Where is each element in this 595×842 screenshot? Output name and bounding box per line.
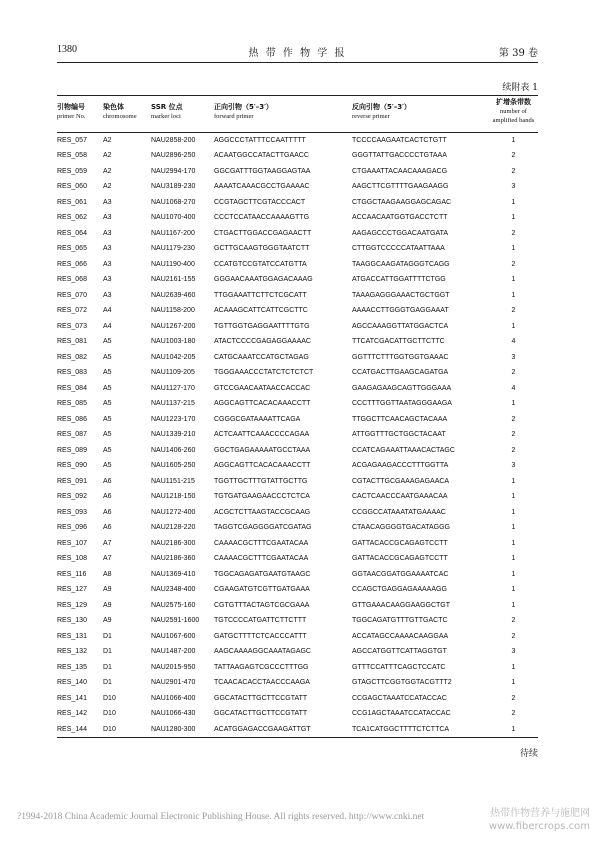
table-row [57, 520, 538, 536]
table-row [57, 288, 538, 304]
primer-cell: RES_140 [57, 679, 87, 687]
reverse-primer-cell: GATTACACCGCAGAGTCCTT [352, 539, 448, 547]
reverse-primer-cell: CCGGCCATAAATATGAAAAC [352, 508, 446, 516]
forward-primer-cell: CAAAACGCTTTCGAATACAA [214, 555, 309, 563]
forward-primer-cell: CCGTAGCTTCGTACCCACT [214, 198, 306, 206]
ssr-cell: NAU1151-215 [151, 477, 195, 485]
primer-cell: RES_066 [57, 260, 87, 268]
table-row [57, 396, 538, 412]
table-row [57, 536, 538, 552]
ssr-cell: NAU1339-210 [151, 431, 196, 439]
ssr-cell: NAU1487-200 [151, 648, 196, 656]
primer-cell: RES_093 [57, 508, 87, 516]
forward-primer-cell: AGGCAGTTCACACAAACCTT [214, 400, 311, 408]
bands-cell: 1 [511, 245, 516, 253]
primer-cell: RES_135 [57, 663, 87, 671]
reverse-primer-cell: ATGACCATTGGATTTTCTGG [352, 276, 446, 284]
table-top-rule [57, 95, 538, 96]
primer-cell: RES_141 [57, 694, 87, 702]
ssr-cell: NAU2161-155 [151, 276, 196, 284]
bands-cell: 3 [511, 353, 516, 361]
table-row [57, 722, 538, 738]
bands-cell: 1 [511, 679, 516, 687]
chromosome-cell: A5 [103, 431, 112, 439]
bands-cell: 2 [511, 617, 516, 625]
bands-cell: 1 [511, 539, 516, 547]
chromosome-cell: A4 [103, 322, 112, 330]
bands-cell: 2 [511, 415, 516, 423]
chromosome-cell: A2 [103, 183, 112, 191]
bands-cell: 1 [511, 198, 516, 206]
reverse-primer-cell: TAAGGCAAGATAGGGTCAGG [352, 260, 450, 268]
ssr-cell: NAU2015-950 [151, 663, 196, 671]
reverse-primer-cell: TCA1CATGGCTTTTCTCTTCA [352, 722, 489, 738]
ssr-cell: NAU1158-200 [151, 307, 195, 315]
primer-cell: RES_072 [57, 307, 87, 315]
chromosome-cell: A2 [103, 167, 112, 175]
reverse-primer-cell: GTAGCTTCGGTGGTACGTTT2 [352, 679, 452, 687]
reverse-primer-cell: TTGGCTTCAACAGCTACAAA [352, 415, 448, 423]
forward-primer-cell: TGTGATGAAGAACCCTCTCA [214, 493, 310, 501]
chromosome-cell: D1 [103, 663, 112, 671]
page-number: 1380 [57, 44, 77, 55]
forward-primer-cell: TATTAAGAGTCGCCCTTTGG [214, 663, 309, 671]
primer-cell: RES_085 [57, 400, 87, 408]
chromosome-cell: A3 [103, 245, 112, 253]
reverse-primer-cell: CTGAAATTACAACAAAGACG [352, 167, 448, 175]
table-row [57, 629, 538, 645]
bands-cell: 1 [511, 493, 516, 501]
ssr-cell: NAU2575-160 [151, 601, 196, 609]
bands-cell: 3 [511, 183, 516, 191]
table-row [57, 458, 538, 474]
primer-cell: RES_127 [57, 586, 87, 594]
column-header-ssr: SSR 位点 marker loci [151, 98, 214, 132]
chromosome-cell: A5 [103, 369, 112, 377]
ssr-cell: NAU2591-1600 [151, 617, 200, 625]
reverse-primer-cell: CCGAGCTAAATCCATACCAC [352, 694, 447, 702]
reverse-primer-cell: AAAACCTTGGGTGAGGAAAT [352, 307, 449, 315]
primer-table [57, 98, 538, 738]
bands-cell: 2 [511, 229, 516, 237]
forward-primer-cell: ACGCTCTTAAGTACCGCAAG [214, 508, 311, 516]
column-header-bands: 扩增条带数 number of amplified bands [489, 98, 538, 132]
reverse-primer-cell: GTTTCCATTTCAGCTCCATC [352, 663, 446, 671]
table-row [57, 706, 538, 722]
chromosome-cell: A7 [103, 539, 112, 547]
bands-cell: 1 [511, 508, 516, 516]
primer-cell: RES_068 [57, 276, 87, 284]
primer-cell: RES_065 [57, 245, 87, 253]
ssr-cell: NAU2128-220 [151, 524, 196, 532]
primer-cell: RES_108 [57, 555, 87, 563]
bands-cell: 2 [511, 632, 516, 640]
forward-primer-cell: CTGACTTGGACCGAGAACTT [214, 229, 312, 237]
forward-primer-cell: ACAAAGCATTCATTCGCTTC [214, 307, 308, 315]
table-row [57, 241, 538, 257]
primer-cell: RES_089 [57, 446, 87, 454]
reverse-primer-cell: GGGTTATTGACCCCTGTAAA [352, 152, 447, 160]
bands-cell: 1 [511, 322, 516, 330]
bands-cell: 2 [511, 260, 516, 268]
chromosome-cell: A5 [103, 353, 112, 361]
footer-watermark: ?1994-2018 China Academic Journal Electronic Publishing House. All rights reserved. http://www.cnki.net [17, 812, 425, 822]
reverse-primer-cell: AGCCATGGTTCATTAGGTGT [352, 648, 447, 656]
reverse-primer-cell: ACCATAGCCAAAACAAGGAA [352, 632, 449, 640]
chromosome-cell: A5 [103, 384, 112, 392]
ssr-cell: NAU1127-170 [151, 384, 195, 392]
forward-primer-cell: GGCATACTTGCTTCCGTATT [214, 694, 308, 702]
ssr-cell: NAU1042-205 [151, 353, 196, 361]
page-header [57, 44, 538, 58]
chromosome-cell: D1 [103, 679, 112, 687]
table-row [57, 381, 538, 397]
journal-title: 热 带 作 物 学 报 [248, 48, 347, 59]
chromosome-cell: A2 [103, 152, 112, 160]
chromosome-cell: A9 [103, 586, 112, 594]
bands-cell: 1 [511, 586, 516, 594]
column-header-chromosome: 染色体 chromosome [103, 98, 151, 132]
bands-cell: 2 [511, 152, 516, 160]
forward-primer-cell: CGTGTTTACTAGTCGCGAAA [214, 601, 310, 609]
forward-primer-cell: CGGGCGATAAAATTCAGA [214, 415, 301, 423]
table-row [57, 179, 538, 195]
chromosome-cell: A6 [103, 508, 112, 516]
ssr-cell: NAU1272-400 [151, 508, 196, 516]
ssr-cell: NAU2858-200 [151, 136, 196, 144]
forward-primer-cell: CCATGTCCGTATCCATGTTA [214, 260, 307, 268]
table-row [57, 164, 538, 180]
forward-primer-cell: ATACTCCCCGAGAGGAAAAC [214, 338, 311, 346]
forward-primer-cell: CATGCAAATCCATGCTAGAG [214, 353, 309, 361]
bands-cell: 4 [511, 384, 516, 392]
primer-cell: RES_058 [57, 152, 87, 160]
table-row [57, 691, 538, 707]
primer-cell: RES_087 [57, 431, 87, 439]
chromosome-cell: D1 [103, 632, 112, 640]
forward-primer-cell: GGCTGAGAAAAATGCCTAAA [214, 446, 311, 454]
reverse-primer-cell: TCCCCAAGAATCACTCTGTT [352, 136, 447, 144]
forward-primer-cell: CAAAACGCTTTCGAATACAA [214, 539, 309, 547]
chromosome-cell: D1 [103, 648, 112, 656]
primer-cell: RES_144 [57, 722, 103, 738]
forward-primer-cell: GGGAACAAATGGAGACAAAG [214, 276, 313, 284]
primer-cell: RES_091 [57, 477, 87, 485]
table-header-row [57, 98, 538, 132]
bands-cell: 3 [511, 648, 516, 656]
primer-cell: RES_073 [57, 322, 87, 330]
primer-cell: RES_086 [57, 415, 87, 423]
ssr-cell: NAU1218-150 [151, 493, 196, 501]
bands-cell: 1 [511, 291, 516, 299]
forward-primer-cell: AAAATCAAACGCCTGAAAAC [214, 183, 310, 191]
ssr-cell: NAU1605-250 [151, 462, 196, 470]
primer-cell: RES_130 [57, 617, 87, 625]
forward-primer-cell: CGAAGATGTCGTTGATGAAA [214, 586, 310, 594]
reverse-primer-cell: AGCCAAAGGTTATGGACTCA [352, 322, 449, 330]
ssr-cell: NAU1406-260 [151, 446, 196, 454]
ssr-cell: NAU1109-205 [151, 369, 195, 377]
column-header-forward: 正向引物（5′–3′） forward primer [214, 98, 352, 132]
primer-cell: RES_129 [57, 601, 87, 609]
chromosome-cell: A5 [103, 415, 112, 423]
primer-cell: RES_132 [57, 648, 87, 656]
site-watermark-url: www.fibercrops.com [488, 821, 590, 832]
bands-cell: 1 [511, 214, 516, 222]
ssr-cell: NAU1066-430 [151, 710, 196, 718]
bands-cell: 1 [511, 136, 516, 144]
forward-primer-cell: AGGCAGTTCACACAAACCTT [214, 462, 311, 470]
chromosome-cell: A9 [103, 617, 112, 625]
primer-cell: RES_070 [57, 291, 87, 299]
bands-cell: 1 [511, 570, 516, 578]
table-row [57, 582, 538, 598]
table-row [57, 660, 538, 676]
ssr-cell: NAU1070-400 [151, 214, 196, 222]
ssr-cell: NAU1369-410 [151, 570, 196, 578]
chromosome-cell: A8 [103, 570, 112, 578]
table-row [57, 132, 538, 148]
forward-primer-cell: GTCCGAACAATAACCACCAC [214, 384, 311, 392]
forward-primer-cell: GGCATACTTGCTTCCGTATT [214, 710, 308, 718]
reverse-primer-cell: GGTTTCTTTGGTGGTGAAAC [352, 353, 449, 361]
table-row [57, 148, 538, 164]
ssr-cell: NAU3189-230 [151, 183, 196, 191]
forward-primer-cell: CCCTCCATAACCAAAAGTTG [214, 214, 310, 222]
table-row [57, 210, 538, 226]
chromosome-cell: A3 [103, 198, 112, 206]
site-watermark [489, 807, 590, 833]
reverse-primer-cell: GATTACACCGCAGAGTCCTT [352, 555, 448, 563]
ssr-cell: NAU1190-400 [151, 260, 195, 268]
chromosome-cell: D10 [103, 722, 151, 738]
table-row [57, 427, 538, 443]
primer-cell: RES_062 [57, 214, 87, 222]
ssr-cell: NAU2639-460 [151, 291, 196, 299]
chromosome-cell: A3 [103, 291, 112, 299]
ssr-cell: NAU1068-270 [151, 198, 196, 206]
bands-cell: 1 [511, 663, 516, 671]
primer-cell: RES_064 [57, 229, 87, 237]
ssr-cell: NAU1167-200 [151, 229, 195, 237]
table-row [57, 443, 538, 459]
ssr-cell: NAU1223-170 [151, 415, 196, 423]
chromosome-cell: A5 [103, 446, 112, 454]
forward-primer-cell: AAGCAAAAGGCAAATAGAGC [214, 648, 311, 656]
header-rule [57, 62, 538, 63]
table-row [57, 644, 538, 660]
ssr-cell: NAU2186-360 [151, 555, 196, 563]
forward-primer-cell: AGGCCCTATTTCCAATTTTT [214, 136, 306, 144]
reverse-primer-cell: TAAAGAGGGAAACTGCTGGT [352, 291, 450, 299]
table-row [57, 334, 538, 350]
chromosome-cell: A3 [103, 260, 112, 268]
forward-primer-cell: GGCGATTTGGTAAGGAGTAA [214, 167, 311, 175]
table-row [57, 567, 538, 583]
bands-cell: 1 [511, 524, 516, 532]
forward-primer-cell: TCAACACACCTAACCCAAGA [214, 679, 310, 687]
primer-cell: RES_116 [57, 570, 87, 578]
table-row [57, 412, 538, 428]
forward-primer-cell: TTGGAAATTCTTCTCGCATT [214, 291, 307, 299]
primer-cell: RES_084 [57, 384, 87, 392]
table-row [57, 303, 538, 319]
chromosome-cell: A6 [103, 477, 112, 485]
chromosome-cell: A4 [103, 307, 112, 315]
primer-cell: RES_081 [57, 338, 87, 346]
bands-cell: 2 [511, 167, 516, 175]
reverse-primer-cell: CCCTTTGGTTAATAGGGAAGA [352, 400, 452, 408]
reverse-primer-cell: CCATCAGAAATTAAACACTAGC [352, 446, 455, 454]
reverse-primer-cell: TTCATCGACATTGCTTCTTC [352, 338, 445, 346]
chromosome-cell: A9 [103, 601, 112, 609]
reverse-primer-cell: AAGCTTCGTTTTGAAGAAGG [352, 183, 449, 191]
table-row [57, 319, 538, 335]
reverse-primer-cell: CACTCAACCCAATGAAACAA [352, 493, 448, 501]
forward-primer-cell: TGTTGGTGAGGAATTTTGTG [214, 322, 310, 330]
bands-cell: 3 [511, 462, 516, 470]
reverse-primer-cell: TGGCAGATGTTTGTTGACTC [352, 617, 448, 625]
ssr-cell: NAU1179-230 [151, 245, 195, 253]
bands-cell: 2 [511, 694, 516, 702]
bands-cell: 4 [511, 338, 516, 346]
ssr-cell: NAU1066-400 [151, 694, 196, 702]
chromosome-cell: A6 [103, 524, 112, 532]
table-row [57, 350, 538, 366]
primer-cell: RES_057 [57, 136, 87, 144]
chromosome-cell: A5 [103, 400, 112, 408]
table-row [57, 505, 538, 521]
bands-cell: 1 [511, 400, 516, 408]
ssr-cell: NAU2186-300 [151, 539, 196, 547]
table-caption: 续附表 1 [502, 83, 538, 93]
reverse-primer-cell: CGTACTTGCGAAAGAGAACA [352, 477, 450, 485]
table-row [57, 613, 538, 629]
site-watermark-cn: 热带作物营养与施肥网 [490, 808, 590, 819]
column-header-primer: 引物编号 primer No. [57, 98, 103, 132]
chromosome-cell: D10 [103, 710, 116, 718]
continued-note: 待续 [519, 749, 538, 759]
forward-primer-cell: TAGGTCGAGGGGATCGATAG [214, 524, 312, 532]
forward-primer-cell: GCTTGCAAGTGGGTAATCTT [214, 245, 310, 253]
reverse-primer-cell: GAAGAGAAGCAGTTGGGAAA [352, 384, 452, 392]
reverse-primer-cell: CTAACAGGGGTGACATAGGG [352, 524, 451, 532]
bands-cell: 2 [511, 710, 516, 718]
forward-primer-cell: ACATGGAGACCGAAGATTGT [214, 722, 352, 738]
table-row [57, 195, 538, 211]
primer-cell: RES_142 [57, 710, 87, 718]
primer-cell: RES_131 [57, 632, 87, 640]
reverse-primer-cell: CCATGACTTGAAGCAGATGA [352, 369, 449, 377]
bands-cell: 2 [511, 369, 516, 377]
primer-cell: RES_082 [57, 353, 87, 361]
table-row [57, 489, 538, 505]
chromosome-cell: A3 [103, 229, 112, 237]
reverse-primer-cell: CCAGCTGAGGAGAAAAAGG [352, 586, 447, 594]
bands-cell: 1 [511, 276, 516, 284]
column-header-reverse: 反向引物（5′–3′） reverse primer [352, 98, 489, 132]
table-row [57, 272, 538, 288]
ssr-cell: NAU2901-470 [151, 679, 196, 687]
reverse-primer-cell: CCG1AGCTAAATCCATACCAC [352, 710, 451, 718]
table-row [57, 551, 538, 567]
ssr-cell: NAU1003-180 [151, 338, 196, 346]
primer-cell: RES_090 [57, 462, 87, 470]
bands-cell: 1 [511, 601, 516, 609]
ssr-cell: NAU1267-200 [151, 322, 196, 330]
reverse-primer-cell: GTTGAAACAAGGAAGGCTGT [352, 601, 451, 609]
chromosome-cell: A5 [103, 462, 112, 470]
forward-primer-cell: ACAATGGCCATACTTGAACC [214, 152, 309, 160]
ssr-cell: NAU1067-600 [151, 632, 196, 640]
ssr-cell: NAU2348-400 [151, 586, 196, 594]
table-row [57, 474, 538, 490]
chromosome-cell: A5 [103, 338, 112, 346]
bands-cell: 1 [511, 477, 516, 485]
reverse-primer-cell: ACGAGAAGACCCTTTGGTTA [352, 462, 449, 470]
ssr-cell: NAU1280-300 [151, 722, 214, 738]
forward-primer-cell: TGTCCCCATGATTCTTCTTT [214, 617, 307, 625]
primer-cell: RES_096 [57, 524, 87, 532]
reverse-primer-cell: CTTGGTCCCCCATAATTAAA [352, 245, 445, 253]
reverse-primer-cell: AAGAGCCCTGGACAATGATA [352, 229, 449, 237]
forward-primer-cell: TGGTTGCTTTGTATTGCTTG [214, 477, 308, 485]
ssr-cell: NAU1137-215 [151, 400, 195, 408]
chromosome-cell: A3 [103, 214, 112, 222]
bands-cell: 1 [489, 722, 538, 738]
table-row [57, 675, 538, 691]
volume-label: 第 39 卷 [498, 48, 538, 59]
ssr-cell: NAU2994-170 [151, 167, 196, 175]
primer-cell: RES_092 [57, 493, 87, 501]
reverse-primer-cell: ACCAACAATGGTGACCTCTT [352, 214, 448, 222]
forward-primer-cell: TGGGAAACCCTATCTCTCTCT [214, 369, 314, 377]
chromosome-cell: A2 [103, 136, 112, 144]
table-row [57, 598, 538, 614]
primer-cell: RES_083 [57, 369, 87, 377]
bands-cell: 2 [511, 446, 516, 454]
reverse-primer-cell: CTGGCTAAGAAGGAGCAGAC [352, 198, 452, 206]
primer-cell: RES_061 [57, 198, 87, 206]
reverse-primer-cell: GGTAACGGATGGAAAATCAC [352, 570, 449, 578]
primer-cell: RES_060 [57, 183, 87, 191]
bands-cell: 2 [511, 431, 516, 439]
reverse-primer-cell: ATTGGTTTGCTGGCTACAAT [352, 431, 446, 439]
forward-primer-cell: GATGCTTTTCTCACCCATTT [214, 632, 307, 640]
table-row [57, 365, 538, 381]
table-row [57, 226, 538, 242]
table-row [57, 257, 538, 273]
chromosome-cell: D10 [103, 694, 116, 702]
bands-cell: 1 [511, 555, 516, 563]
primer-cell: RES_059 [57, 167, 87, 175]
chromosome-cell: A6 [103, 493, 112, 501]
chromosome-cell: A7 [103, 555, 112, 563]
forward-primer-cell: ACTCAATTCAAACCCCAGAA [214, 431, 310, 439]
primer-cell: RES_107 [57, 539, 87, 547]
bands-cell: 2 [511, 307, 516, 315]
forward-primer-cell: TGGCAGAGATGAATGTAAGC [214, 570, 311, 578]
ssr-cell: NAU2896-250 [151, 152, 196, 160]
chromosome-cell: A3 [103, 276, 112, 284]
